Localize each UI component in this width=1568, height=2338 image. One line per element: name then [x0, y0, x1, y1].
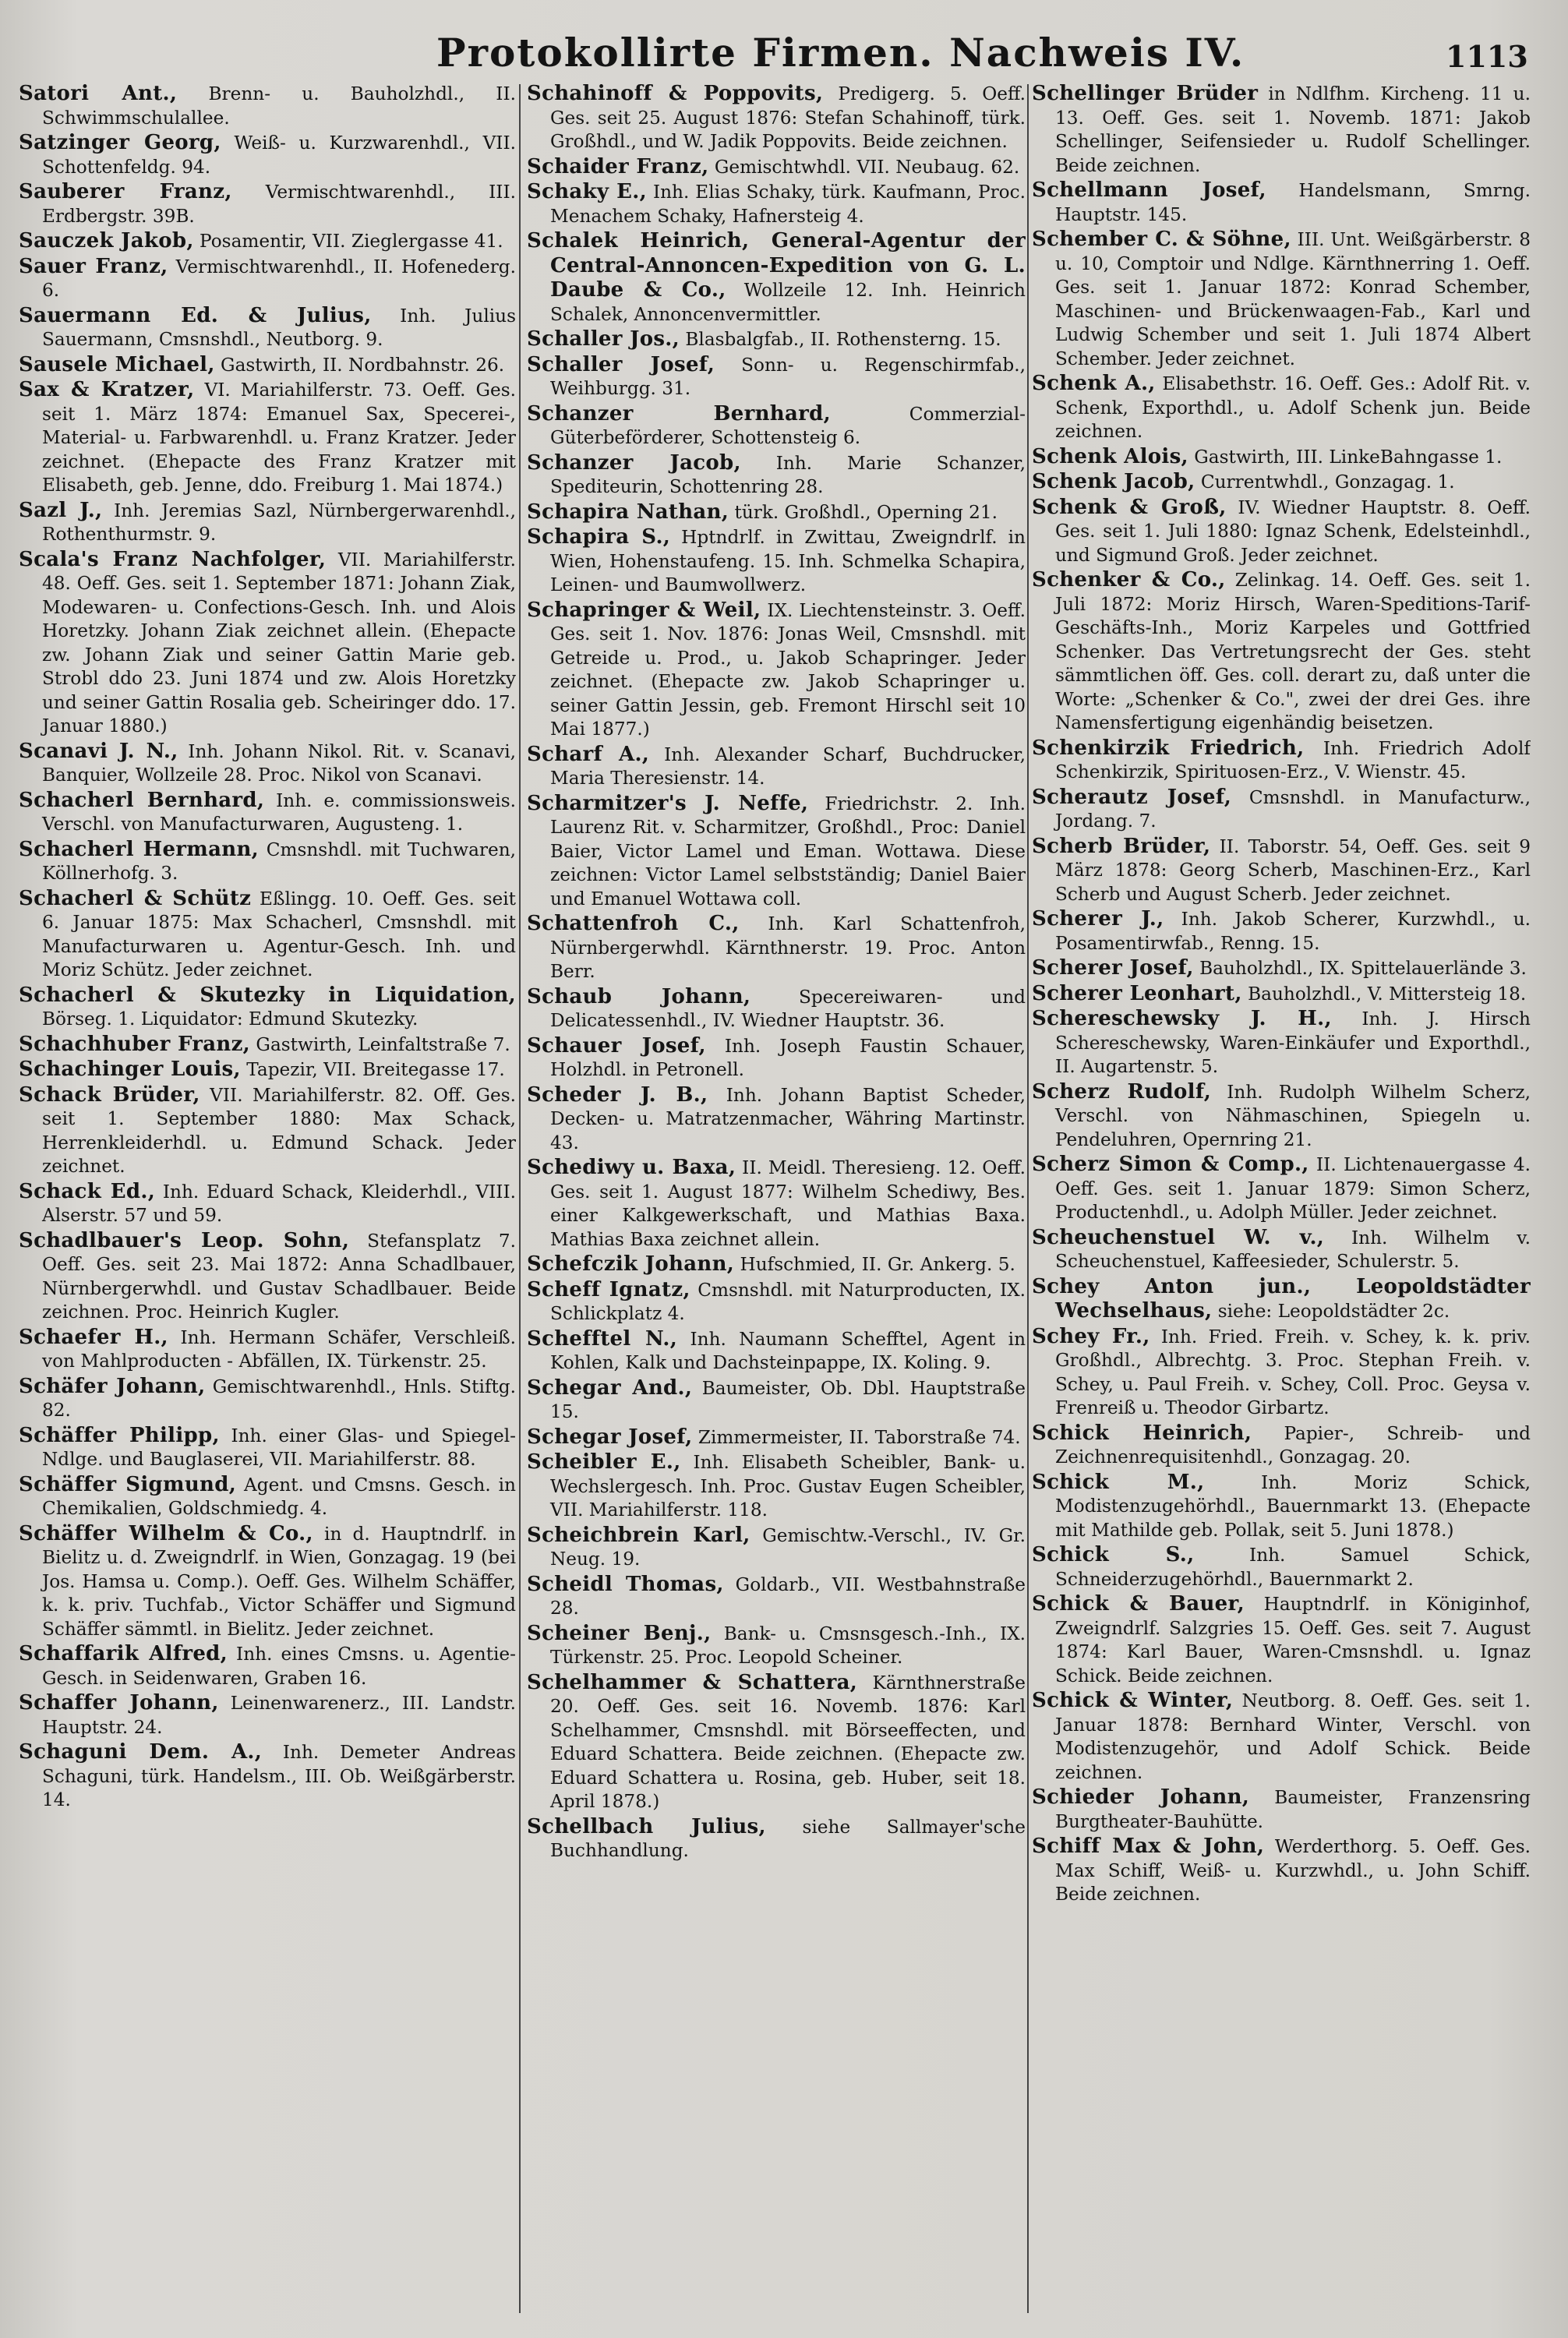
- directory-entry: [527, 82, 1026, 154]
- firm-name: Scheff Ignatz,: [527, 1277, 690, 1301]
- firm-details: türk. Großhdl., Operning 21.: [729, 501, 998, 523]
- firm-details: Baumeister, Franzensring Burgtheater-Bauhütte.: [1055, 1787, 1531, 1832]
- firm-details: Handelsmann, Smrng. Hauptstr. 145.: [1055, 180, 1531, 225]
- directory-entry: [527, 912, 1026, 984]
- directory-entry: [19, 789, 516, 837]
- firm-details: Inh. Alexander Scharf, Buchdrucker, Maria Theresienstr. 14.: [550, 743, 1026, 789]
- directory-entry: [527, 1671, 1026, 1814]
- directory-entry: [19, 740, 516, 788]
- firm-details: Inh. Marie Schanzer, Spediteurin, Schottenring 28.: [550, 452, 1026, 497]
- firm-details: Inh. Joseph Faustin Schauer, Holzhdl. in Petronell.: [550, 1035, 1026, 1080]
- firm-name: Sauberer Franz,: [19, 180, 232, 203]
- firm-name: Sausele Michael,: [19, 352, 215, 376]
- firm-name: Satori Ant.,: [19, 82, 178, 105]
- firm-name: Schellmann Josef,: [1032, 178, 1266, 202]
- firm-name: Schanzer Bernhard,: [527, 401, 831, 426]
- directory-entry: [19, 1326, 516, 1374]
- firm-name: Schadlbauer's Leop. Sohn,: [19, 1228, 350, 1252]
- firm-name: Schacherl Hermann,: [19, 837, 260, 861]
- firm-details: Sonn- u. Regenschirmfab., Weihburgg. 31.: [550, 354, 1026, 399]
- directory-entry: [527, 1425, 1026, 1450]
- firm-details: Inh. Hermann Schäfer, Verschleiß. von Mahlproducten - Abfällen, IX. Türkenstr. 25.: [42, 1326, 516, 1372]
- directory-entry: [1032, 1325, 1531, 1421]
- firm-details: in d. Hauptndrlf. in Bielitz u. d. Zweigndrlf. in Wien, Gonzagag. 19 (bei Jos. Hamsa u. Comp.). Oeff. Ges. Wilhelm Schäffer, k. k. priv. Tuchfab., Victor Schäffer und Sigmund Schäffer sämmtl. in Bielitz. Jeder zeichnet.: [42, 1523, 516, 1640]
- firm-details: Brenn- u. Bauholzhdl., II. Schwimmschulallee.: [42, 83, 516, 129]
- directory-entry: [527, 327, 1026, 352]
- directory-entry: [527, 1156, 1026, 1252]
- directory-entry: [527, 402, 1026, 450]
- firm-details: Specereiwaren- und Delicatessenhdl., IV. Wiedner Hauptstr. 36.: [550, 986, 1026, 1031]
- firm-name: Schaller Jos.,: [527, 327, 680, 351]
- directory-entry: [1032, 82, 1531, 178]
- directory-entry: [1032, 496, 1531, 568]
- directory-entry: [19, 1058, 516, 1082]
- firm-name: Sazl J.,: [19, 498, 103, 522]
- firm-details: II. Taborstr. 54, Oeff. Ges. seit 9 März 1878: Georg Scherb, Maschinen-Erz., Karl Scherb und August Scherb. Jeder zeichnet.: [1055, 835, 1531, 905]
- firm-name: Schaky E.,: [527, 180, 648, 203]
- firm-name: Schaider Franz,: [527, 154, 709, 178]
- directory-entry: [19, 255, 516, 303]
- firm-name: Schick & Bauer,: [1032, 1592, 1245, 1616]
- firm-details: Elisabethstr. 16. Oeff. Ges.: Adolf Rit. v. Schenk, Exporthdl., u. Adolf Schenk jun. Beide zeichnen.: [1055, 373, 1531, 442]
- firm-name: Schieder Johann,: [1032, 1785, 1250, 1809]
- directory-entry: [1032, 736, 1531, 785]
- firm-name: Scheuchenstuel W. v.,: [1032, 1225, 1325, 1249]
- firm-details: Vermischtwarenhdl., II. Hofenederg. 6.: [42, 256, 516, 301]
- directory-entry: [527, 743, 1026, 791]
- firm-name: Schefftel N.,: [527, 1326, 678, 1351]
- firm-details: Weiß- u. Kurzwarenhdl., VII. Schottenfeldg. 94.: [42, 132, 516, 178]
- firm-name: Schachinger Louis,: [19, 1058, 241, 1081]
- directory-entry: [19, 1083, 516, 1179]
- firm-details: Cmsnshdl. mit Naturproducten, IX. Schlickplatz 4.: [550, 1279, 1026, 1324]
- directory-entry: [527, 1252, 1026, 1277]
- firm-details: Inh. Karl Schattenfroh, Nürnbergerwhdl. Kärnthnerstr. 19. Proc. Anton Berr.: [550, 913, 1026, 982]
- firm-details: Inh. Wilhelm v. Scheuchenstuel, Kaffeesieder, Schulerstr. 5.: [1055, 1227, 1531, 1272]
- directory-entry: [19, 131, 516, 179]
- directory-entry: [19, 1375, 516, 1423]
- column-2: [527, 82, 1026, 2326]
- firm-details: Inh. Jeremias Sazl, Nürnbergerwarenhdl., Rothenthurmstr. 9.: [42, 500, 516, 545]
- firm-name: Sax & Kratzer,: [19, 378, 195, 401]
- firm-name: Schapira S.,: [527, 525, 671, 549]
- directory-entry: [1032, 1471, 1531, 1543]
- firm-details: Cmsnshdl. mit Tuchwaren, Köllnerhofg. 3.: [42, 839, 516, 884]
- firm-name: Schiff Max & John,: [1032, 1835, 1265, 1858]
- directory-entry: [527, 180, 1026, 228]
- firm-name: Schick M.,: [1032, 1470, 1205, 1494]
- firm-name: Scharmitzer's J. Neffe,: [527, 791, 809, 815]
- firm-name: Scheidl Thomas,: [527, 1572, 724, 1596]
- directory-entry: [1032, 1422, 1531, 1470]
- firm-details: Inh. Naumann Schefftel, Agent in Kohlen, Kalk und Dachsteinpappe, IX. Koling. 9.: [550, 1328, 1026, 1373]
- firm-details: Predigerg. 5. Oeff. Ges. seit 25. August 1876: Stefan Schahinoff, türk. Großhdl., und W. Jadik Poppovits. Beide zeichnen.: [550, 83, 1026, 152]
- directory-entry: [527, 500, 1026, 525]
- directory-entry: [19, 82, 516, 130]
- page-number: 1113: [1446, 39, 1528, 74]
- firm-details: Inh. Jakob Scherer, Kurzwhdl., u. Posamentirwfab., Renng. 15.: [1055, 909, 1531, 954]
- directory-entry: [1032, 1592, 1531, 1688]
- firm-details: Baumeister, Ob. Dbl. Hauptstraße 15.: [550, 1377, 1026, 1422]
- column-1: [19, 82, 516, 2326]
- firm-name: Schäffer Sigmund,: [19, 1472, 237, 1496]
- firm-details: Bauholzhdl., IX. Spittelauerlände 3.: [1193, 958, 1527, 979]
- directory-entry: [527, 155, 1026, 180]
- directory-entry: [1032, 907, 1531, 955]
- firm-name: Schattenfroh C.,: [527, 912, 740, 935]
- directory-entry: [1032, 1080, 1531, 1153]
- firm-name: Schellbach Julius,: [527, 1814, 766, 1838]
- firm-details: Inh. Rudolph Wilhelm Scherz, Verschl. von Nähmaschinen, Spiegeln u. Pendeluhren, Opernring 21.: [1055, 1081, 1531, 1150]
- firm-name: Schick S.,: [1032, 1543, 1195, 1566]
- firm-name: Sauermann Ed. & Julius,: [19, 303, 372, 327]
- firm-name: Scala's Franz Nachfolger,: [19, 547, 327, 571]
- firm-name: Schelhammer & Schattera,: [527, 1670, 858, 1694]
- firm-details: Commerzial-Güterbeförderer, Schottensteig 6.: [550, 403, 1026, 448]
- firm-name: Scherz Simon & Comp.,: [1032, 1153, 1309, 1176]
- directory-entry: [19, 353, 516, 378]
- page-header: [0, 23, 1568, 76]
- firm-details: VII. Mariahilferstr. 48. Oeff. Ges. seit 1. September 1871: Johann Ziak, Modewaren- u. Confections-Gesch. Inh. und Alois Horetzky. Johann Ziak zeichnet allein. (Ehepacte zw. Johann Ziak und seiner Gattin Marie geb. Strobl ddo 23. Juni 1874 und zw. Alois Horetzky und seiner Gattin Rosalia geb. Scheiringer ddo. 17. Januar 1880.): [42, 549, 516, 736]
- directory-entry: [527, 985, 1026, 1033]
- firm-name: Schenkirzik Friedrich,: [1032, 736, 1305, 760]
- directory-entry: [1032, 470, 1531, 495]
- directory-entry: [527, 1278, 1026, 1326]
- firm-details: Werderthorg. 5. Oeff. Ges. Max Schiff, Weiß- u. Kurzwhdl., u. John Schiff. Beide zeichnen.: [1055, 1836, 1531, 1905]
- firm-name: Scanavi J. N.,: [19, 739, 178, 763]
- firm-name: Schaguni Dem. A.,: [19, 1740, 263, 1764]
- firm-details: III. Unt. Weißgärberstr. 8 u. 10, Comptoir und Ndlge. Kärnthnerring 1. Oeff. Ges. seit 1. Januar 1872: Konrad Schember, Maschinen- und Brückenwaagen-Fab., Karl und Ludwig Schember und seit 1. Juli 1874 Albert Schember. Jeder zeichnet.: [1055, 229, 1531, 369]
- directory-entry: [527, 599, 1026, 742]
- firm-details: IV. Wiedner Hauptstr. 8. Oeff. Ges. seit 1. Juli 1880: Ignaz Schenk, Edelsteinhdl., und Sigmund Groß. Jeder zeichnet.: [1055, 496, 1531, 566]
- directory-entry: [527, 1376, 1026, 1425]
- directory-entry: [19, 304, 516, 352]
- directory-entry: [527, 451, 1026, 500]
- firm-details: Hauptndrlf. in Königinhof, Zweigndrlf. Salzgries 15. Oeff. Ges. seit 7. August 1874: Karl Bauer, Waren-Cmsnshdl. u. Ignaz Schick. Beide zeichnen.: [1055, 1594, 1531, 1686]
- firm-details: IX. Liechtensteinstr. 3. Oeff. Ges. seit 1. Nov. 1876: Jonas Weil, Cmsnshdl. mit Getreide u. Prod., u. Jakob Schapringer. Jeder zeichnet. (Ehepacte zw. Jakob Schapringer u. seiner Gattin Jessin, geb. Fremont Hirschl seit 10 Mai 1877.): [550, 599, 1026, 740]
- firm-details: Kärnthnerstraße 20. Oeff. Ges. seit 16. Novemb. 1876: Karl Schelhammer, Cmsnshdl. mit Börseeffecten, und Eduard Schattera. Beide zeichnen. (Ehepacte zw. Eduard Schattera u. Rosina, geb. Huber, seit 18. April 1878.): [550, 1672, 1026, 1812]
- directory-entry: [19, 1033, 516, 1058]
- directory-entry: [19, 1691, 516, 1739]
- firm-name: Schacherl Bernhard,: [19, 788, 265, 812]
- firm-name: Schenk Jacob,: [1032, 470, 1195, 493]
- firm-name: Schefczik Johann,: [527, 1252, 735, 1276]
- directory-entry: [1032, 372, 1531, 444]
- directory-entry: [19, 499, 516, 547]
- firm-name: Scherer J.,: [1032, 907, 1164, 931]
- directory-entry: [1032, 445, 1531, 470]
- firm-name: Schäffer Wilhelm & Co.,: [19, 1521, 313, 1545]
- firm-details: siehe Sallmayer'sche Buchhandlung.: [550, 1816, 1026, 1861]
- firm-details: II. Lichtenauergasse 4. Oeff. Ges. seit 1. Januar 1879: Simon Scherz, Productenhdl., u. Adolph Müller. Jeder zeichnet.: [1055, 1154, 1531, 1223]
- firm-name: Schereschewsky J. H.,: [1032, 1007, 1332, 1030]
- directory-entry: [527, 1034, 1026, 1082]
- directory-entry: [527, 1524, 1026, 1572]
- directory-entry: [19, 378, 516, 498]
- directory-entry: [527, 229, 1026, 327]
- firm-details: Inh. Fried. Freih. v. Schey, k. k. priv. Großhdl., Albrechtg. 3. Proc. Stephan Freih. v. Schey, u. Paul Freih. v. Schey, Coll. Proc. Geysa v. Frenreiß u. Theodor Girbartz.: [1055, 1326, 1531, 1418]
- firm-name: Scheibler E.,: [527, 1450, 681, 1474]
- firm-name: Schember C. & Söhne,: [1032, 228, 1291, 251]
- firm-name: Schapira Nathan,: [527, 500, 729, 524]
- firm-details: Inh. Elias Schaky, türk. Kaufmann, Proc. Menachem Schaky, Hafnersteig 4.: [550, 182, 1026, 227]
- directory-entry: [527, 1622, 1026, 1670]
- firm-name: Schapringer & Weil,: [527, 598, 761, 622]
- directory-entry: [1032, 1007, 1531, 1079]
- directory-entry: [19, 838, 516, 886]
- directory-entry: [19, 887, 516, 983]
- firm-name: Scherer Leonhart,: [1032, 981, 1242, 1005]
- directory-entry: [19, 548, 516, 739]
- firm-details: Inh. Johann Nikol. Rit. v. Scanavi, Banquier, Wollzeile 28. Proc. Nikol von Scanavi.: [42, 740, 516, 786]
- firm-name: Scheiner Benj.,: [527, 1621, 712, 1645]
- firm-details: Inh. Demeter Andreas Schaguni, türk. Handelsm., III. Ob. Weißgärberstr. 14.: [42, 1742, 516, 1810]
- firm-name: Scherautz Josef,: [1032, 785, 1232, 809]
- firm-details: Gemischtwhdl. VII. Neubaug. 62.: [708, 156, 1020, 178]
- firm-details: Goldarb., VII. Westbahnstraße 28.: [550, 1573, 1026, 1619]
- firm-name: Schellinger Brüder: [1032, 82, 1259, 105]
- directory-entry: [1032, 835, 1531, 907]
- firm-name: Schacherl & Skutezky in Liquidation,: [19, 983, 516, 1007]
- directory-entry: [1032, 1835, 1531, 1907]
- directory-entry: [1032, 982, 1531, 1007]
- firm-name: Schaller Josef,: [527, 352, 715, 376]
- firm-name: Schenker & Co.,: [1032, 568, 1226, 592]
- directory-entry: [1032, 1226, 1531, 1274]
- firm-details: Agent. und Cmsns. Gesch. in Chemikalien, Goldschmiedg. 4.: [42, 1474, 516, 1519]
- directory-entry: [527, 525, 1026, 598]
- firm-details: Bauholzhdl., V. Mittersteig 18.: [1241, 983, 1527, 1005]
- firm-details: II. Meidl. Theresieng. 12. Oeff. Ges. seit 1. August 1877: Wilhelm Schediwy, Bes. einer Kalkgewerkschaft, und Mathias Baxa. Mathias Baxa zeichnet allein.: [550, 1157, 1026, 1250]
- firm-name: Scharf A.,: [527, 742, 650, 766]
- firm-name: Sauczek Jakob,: [19, 229, 194, 253]
- column-3: [1032, 82, 1531, 2326]
- firm-name: Schick Heinrich,: [1032, 1421, 1252, 1445]
- firm-name: Schahinoff & Poppovits,: [527, 82, 824, 105]
- directory-entry: [1032, 1153, 1531, 1225]
- firm-details: Inh. Eduard Schack, Kleiderhdl., VIII. Alserstr. 57 und 59.: [42, 1181, 516, 1226]
- firm-details: Gastwirth, Leinfaltstraße 7.: [250, 1033, 510, 1055]
- firm-details: Cmsnshdl. in Manufacturw., Jordang. 7.: [1055, 786, 1531, 832]
- firm-name: Schick & Winter,: [1032, 1689, 1234, 1712]
- directory-entry: [19, 1642, 516, 1690]
- firm-details: Gemischtw.-Verschl., IV. Gr. Neug. 19.: [550, 1524, 1026, 1570]
- directory-entry: [1032, 568, 1531, 736]
- firm-details: Inh. Friedrich Adolf Schenkirzik, Spirituosen-Erz., V. Wienstr. 45.: [1055, 737, 1531, 782]
- firm-details: Gemischtwarenhdl., Hnls. Stiftg. 82.: [42, 1376, 516, 1421]
- firm-details: Tapezir, VII. Breitegasse 17.: [240, 1059, 505, 1080]
- firm-name: Schanzer Jacob,: [527, 450, 741, 475]
- directory-entry: [1032, 228, 1531, 371]
- firm-name: Scherz Rudolf,: [1032, 1079, 1212, 1104]
- page-title: Protokollirte Firmen. Nachweis IV.: [436, 30, 1245, 76]
- firm-name: Scherb Brüder,: [1032, 834, 1211, 858]
- directory-entry: [19, 1740, 516, 1813]
- firm-details: Currentwhdl., Gonzagag. 1.: [1195, 471, 1455, 493]
- directory-entry: [19, 1180, 516, 1228]
- column-divider: [1027, 84, 1029, 2313]
- firm-details: Inh. einer Glas- und Spiegel-Ndlge. und Bauglaserei, VII. Mariahilferstr. 88.: [42, 1425, 516, 1470]
- firm-name: Schack Brüder,: [19, 1082, 200, 1107]
- directory-entry: [19, 1522, 516, 1642]
- firm-details: in Ndlfhm. Kircheng. 11 u. 13. Oeff. Ges. seit 1. Novemb. 1871: Jakob Schellinger, Seifensieder u. Rudolf Schellinger. Beide zeichnen.: [1055, 83, 1531, 176]
- firm-details: Neutborg. 8. Oeff. Ges. seit 1. Januar 1878: Bernhard Winter, Verschl. von Modistenzugehör, und Adolf Schick. Beide zeichnen.: [1055, 1690, 1531, 1783]
- firm-name: Schey Fr.,: [1032, 1324, 1150, 1348]
- firm-name: Scheichbrein Karl,: [527, 1523, 750, 1547]
- directory-entry: [1032, 178, 1531, 227]
- directory-entry: [1032, 1689, 1531, 1785]
- firm-name: Sauer Franz,: [19, 254, 168, 278]
- firm-name: Scherer Josef,: [1032, 956, 1194, 980]
- firm-name: Schaffarik Alfred,: [19, 1642, 228, 1665]
- firm-name: Schenk A.,: [1032, 372, 1156, 395]
- directory-entry: [19, 984, 516, 1032]
- firm-name: Schauer Josef,: [527, 1033, 706, 1058]
- firm-details: Inh. J. Hirsch Schereschewsky, Waren-Einkäufer und Exporthdl., II. Augartenstr. 5.: [1055, 1008, 1531, 1077]
- directory-entry: [19, 1473, 516, 1521]
- firm-name: Satzinger Georg,: [19, 131, 221, 154]
- firm-details: Eßlingg. 10. Oeff. Ges. seit 6. Januar 1875: Max Schacherl, Cmsnshdl. mit Manufacturwaren u. Agentur-Gesch. Inh. und Moriz Schütz. Jeder zeichnet.: [42, 888, 516, 980]
- directory-entry: [19, 1229, 516, 1325]
- firm-name: Schegar And.,: [527, 1376, 693, 1400]
- firm-name: Schediwy u. Baxa,: [527, 1156, 736, 1179]
- directory-entry: [527, 353, 1026, 401]
- directory-entry: [527, 1327, 1026, 1376]
- firm-name: Schäfer Johann,: [19, 1374, 206, 1398]
- firm-details: Papier-, Schreib- und Zeichnenrequisitenhdl., Gonzagag. 20.: [1055, 1422, 1531, 1467]
- firm-name: Schack Ed.,: [19, 1179, 156, 1203]
- directory-entry: [527, 1083, 1026, 1156]
- firm-details: VI. Mariahilferstr. 73. Oeff. Ges. seit 1. März 1874: Emanuel Sax, Specerei-, Material- u. Farbwarenhdl. u. Franz Kratzer. Jeder zeichnet. (Ehepacte des Franz Kratzer mit Elisabeth, geb. Jenne, ddo. Freiburg 1. Mai 1874.): [42, 380, 516, 496]
- firm-name: Schenk & Groß,: [1032, 495, 1227, 519]
- directory-entry: [1032, 1785, 1531, 1834]
- firm-details: Posamentir, VII. Zieglergasse 41.: [193, 231, 503, 252]
- firm-details: siehe: Leopoldstädter 2c.: [1212, 1301, 1450, 1322]
- firm-details: Inh. e. commissionsweis. Verschl. von Manufacturwaren, Augusteng. 1.: [42, 789, 516, 835]
- directory-entry: [19, 180, 516, 228]
- firm-details: Stefansplatz 7. Oeff. Ges. seit 23. Mai 1872: Anna Schadlbauer, Nürnbergerwhdl. und Gustav Schadlbauer. Beide zeichnen. Proc. Heinrich Kugler.: [42, 1230, 516, 1323]
- directory-entry: [19, 1424, 516, 1472]
- firm-name: Schegar Josef,: [527, 1425, 693, 1449]
- firm-details: Hufschmied, II. Gr. Ankerg. 5.: [734, 1254, 1015, 1275]
- firm-details: Börseg. 1. Liquidator: Edmund Skutezky.: [42, 1008, 418, 1029]
- directory-entry: [1032, 1543, 1531, 1591]
- directory-entry: [1032, 956, 1531, 981]
- firm-name: Schaefer H.,: [19, 1325, 168, 1349]
- firm-details: Wollzeile 12. Inh. Heinrich Schalek, Annoncenvermittler.: [550, 280, 1026, 325]
- firm-name: Schalek Heinrich, General-Agentur der Central-Annoncen-Expedition von G. L. Daube & Co.,: [527, 229, 1026, 302]
- firm-details: Bank- u. Cmsnsgesch.-Inh., IX. Türkenstr. 25. Proc. Leopold Scheiner.: [550, 1623, 1026, 1668]
- firm-name: Scheder J. B.,: [527, 1082, 708, 1107]
- firm-details: Leinenwarenerz., III. Landstr. Hauptstr. 24.: [42, 1693, 516, 1738]
- firm-details: Inh. Johann Baptist Scheder, Decken- u. Matratzenmacher, Währing Martinstr. 43.: [550, 1084, 1026, 1153]
- firm-name: Schäffer Philipp,: [19, 1423, 220, 1447]
- directory-entry: [527, 1450, 1026, 1523]
- directory-entry: [1032, 1275, 1531, 1324]
- directory-entry: [527, 792, 1026, 912]
- firm-details: Hptndrlf. in Zwittau, Zweigndrlf. in Wien, Hohenstaufeng. 15. Inh. Schmelka Schapira, Leinen- und Baumwollwerz.: [550, 527, 1026, 595]
- firm-details: Gastwirth, II. Nordbahnstr. 26.: [214, 354, 505, 376]
- directory-entry: [527, 1815, 1026, 1863]
- firm-details: VII. Mariahilferstr. 82. Off. Ges. seit 1. September 1880: Max Schack, Herrenkleiderhdl. u. Edmund Schack. Jeder zeichnet.: [42, 1084, 516, 1177]
- firm-details: Zelinkag. 14. Oeff. Ges. seit 1. Juli 1872: Moriz Hirsch, Waren-Speditions-Tarif-Geschäfts-Inh., Moriz Karpeles und Gottfried Schenker. Das Vertretungsrecht der Ges. steht sämmtlichen öff. Ges. coll. derart zu, daß unter die Worte: „Schenker & Co.", zwei der drei Ges. ihre Namensfertigung eigenhändig beisetzen.: [1055, 570, 1531, 733]
- firm-name: Schaub Johann,: [527, 984, 751, 1008]
- firm-details: Blasbalgfab., II. Rothensterng. 15.: [680, 329, 1001, 350]
- firm-details: Inh. Samuel Schick, Schneiderzugehörhdl., Bauernmarkt 2.: [1055, 1545, 1531, 1590]
- firm-name: Schey Anton jun., Leopoldstädter Wechselhaus,: [1032, 1274, 1531, 1323]
- firm-details: Friedrichstr. 2. Inh. Laurenz Rit. v. Scharmitzer, Großhdl., Proc: Daniel Baier, Victor Lamel und Eman. Wottawa. Diese zeichnen: Victor Lamel selbstständig; Daniel Baier und Emanuel Wottawa coll.: [550, 793, 1026, 909]
- firm-details: Inh. eines Cmsns. u. Agentie-Gesch. in Seidenwaren, Graben 16.: [42, 1644, 516, 1689]
- firm-details: Gastwirth, III. LinkeBahngasse 1.: [1188, 446, 1503, 468]
- firm-details: Zimmermeister, II. Taborstraße 74.: [692, 1426, 1021, 1448]
- directory-entry: [527, 1573, 1026, 1621]
- firm-details: Inh. Julius Sauermann, Cmsnshdl., Neutborg. 9.: [42, 305, 516, 350]
- firm-details: Inh. Elisabeth Scheibler, Bank- u. Wechslergesch. Inh. Proc. Gustav Eugen Scheibler, VII. Mariahilferstr. 118.: [550, 1452, 1026, 1520]
- firm-name: Schacherl & Schütz: [19, 886, 252, 910]
- firm-details: Inh. Moriz Schick, Modistenzugehörhdl., Bauernmarkt 13. (Ehepacte mit Mathilde geb. Pollak, seit 5. Juni 1878.): [1055, 1471, 1531, 1541]
- firm-name: Schachhuber Franz,: [19, 1032, 251, 1056]
- firm-name: Schenk Alois,: [1032, 444, 1188, 468]
- column-divider: [519, 84, 521, 2313]
- directory-entry: [19, 229, 516, 254]
- directory-entry: [1032, 786, 1531, 834]
- firm-name: Schaffer Johann,: [19, 1691, 219, 1715]
- firm-details: Vermischtwarenhdl., III. Erdbergstr. 39B.: [42, 182, 516, 227]
